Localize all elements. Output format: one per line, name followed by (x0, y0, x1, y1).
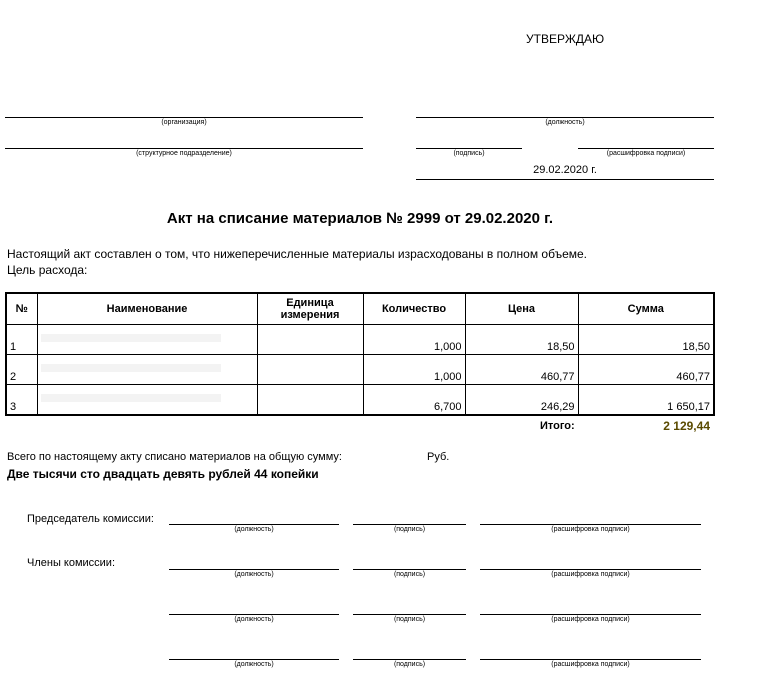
decoding-line (480, 524, 701, 525)
row-price: 18,50 (465, 325, 578, 355)
materials-table (5, 292, 715, 416)
position-caption: (должность) (234, 526, 274, 533)
decoding-caption: (расшифровка подписи) (551, 616, 630, 623)
row-unit (257, 325, 363, 355)
redacted-name (41, 364, 221, 372)
decoding-caption: (расшифровка подписи) (551, 661, 630, 668)
summary-in-words: Две тысячи сто двадцать девять рублей 44 копейки (7, 467, 319, 481)
position-line (169, 659, 339, 660)
department-line (5, 148, 363, 149)
signature-line (353, 659, 466, 660)
row-no: 3 (6, 385, 37, 416)
members-label: Члены комиссии: (27, 557, 116, 569)
row-sum: 18,50 (578, 325, 714, 355)
position-caption: (должность) (234, 661, 274, 668)
department-caption: (структурное подразделение) (136, 150, 232, 157)
signature-caption: (подпись) (393, 616, 426, 623)
row-unit (257, 385, 363, 416)
summary-currency: Руб. (427, 451, 450, 463)
approve-date-line (416, 179, 714, 180)
approve-date: 29.02.2020 г. (533, 164, 597, 176)
row-price: 246,29 (465, 385, 578, 416)
document-title: Акт на списание материалов № 2999 от 29.02.2020 г. (166, 210, 554, 227)
decoding-caption: (расшифровка подписи) (551, 571, 630, 578)
row-qty: 1,000 (363, 355, 465, 385)
total-label: Итого: (540, 420, 575, 432)
redacted-name (41, 334, 221, 342)
row-name (37, 325, 257, 355)
row-no: 2 (6, 355, 37, 385)
table-row (6, 325, 714, 355)
table-row (6, 355, 714, 385)
decoding-line (480, 659, 701, 660)
redacted-name (41, 394, 221, 402)
summary-line: Всего по настоящему акту списано материалов на общую сумму: (7, 451, 342, 463)
header-qty: Количество (363, 293, 465, 325)
approve-title: УТВЕРЖДАЮ (526, 32, 605, 46)
decoding-caption: (расшифровка подписи) (551, 526, 630, 533)
row-price: 460,77 (465, 355, 578, 385)
signature-caption: (подпись) (393, 661, 426, 668)
signature-line (353, 524, 466, 525)
position-caption: (должность) (234, 571, 274, 578)
row-no: 1 (6, 325, 37, 355)
organization-line (5, 117, 363, 118)
header-price: Цена (465, 293, 578, 325)
approve-position-line (416, 117, 714, 118)
decoding-line (480, 614, 701, 615)
row-name (37, 385, 257, 416)
row-unit (257, 355, 363, 385)
row-sum: 460,77 (578, 355, 714, 385)
position-line (169, 524, 339, 525)
signature-line (353, 614, 466, 615)
header-name: Наименование (37, 293, 257, 325)
position-line (169, 569, 339, 570)
header-unit: Единица измерения (257, 293, 363, 325)
document-intro: Настоящий акт составлен о том, что нижеперечисленные материалы израсходованы в полном объеме. (7, 247, 588, 261)
position-line (169, 614, 339, 615)
signature-line (353, 569, 466, 570)
purpose-label: Цель расхода: (7, 263, 88, 277)
header-no: № (6, 293, 37, 325)
total-value: 2 129,44 (663, 419, 710, 433)
organization-caption: (организация) (161, 119, 207, 126)
row-name (37, 355, 257, 385)
table-header-row (6, 293, 714, 325)
approve-decoding-line (578, 148, 714, 149)
table-row (6, 385, 714, 416)
chair-label: Председатель комиссии: (27, 513, 154, 525)
signature-caption: (подпись) (393, 526, 426, 533)
row-sum: 1 650,17 (578, 385, 714, 416)
approve-signature-caption: (подпись) (453, 150, 485, 157)
approve-decoding-caption: (расшифровка подписи) (606, 150, 686, 157)
position-caption: (должность) (234, 616, 274, 623)
approve-position-caption: (должность) (545, 119, 585, 126)
header-sum: Сумма (578, 293, 714, 325)
decoding-line (480, 569, 701, 570)
signature-caption: (подпись) (393, 571, 426, 578)
row-qty: 1,000 (363, 325, 465, 355)
approve-signature-line (416, 148, 522, 149)
row-qty: 6,700 (363, 385, 465, 416)
